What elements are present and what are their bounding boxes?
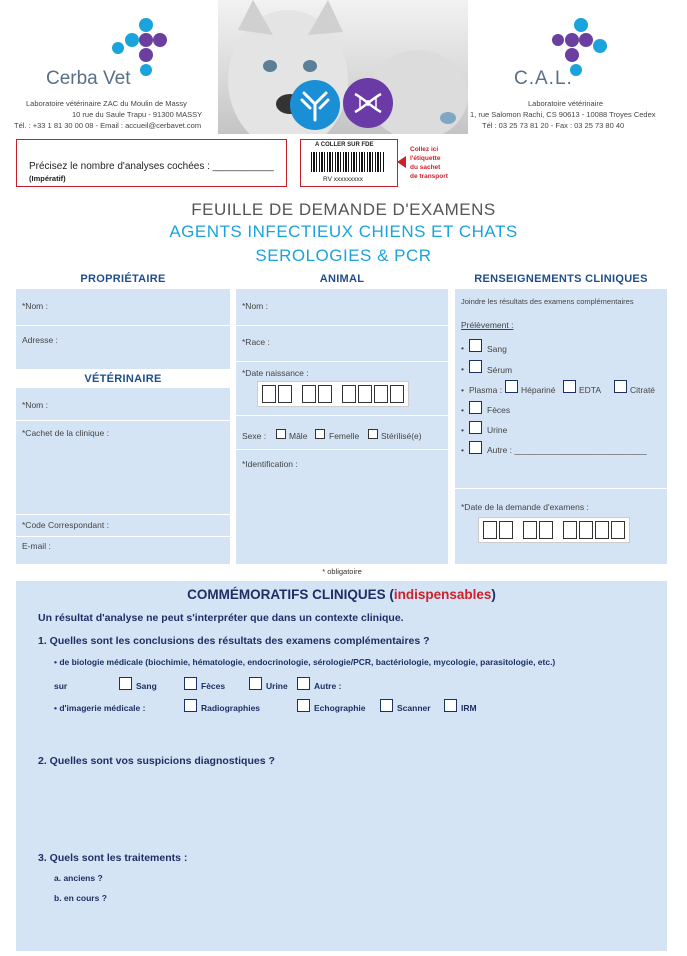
clinic-stamp-label[interactable]: *Cachet de la clinique : (22, 428, 109, 438)
right-address-line-3: Tél : 03 25 73 81 20 - Fax : 03 25 73 80 40 (482, 121, 625, 130)
radiographies-checkbox[interactable] (184, 699, 197, 712)
sticker-note-1: Collez ici (410, 146, 439, 153)
left-brand: Cerba Vet (46, 68, 131, 89)
renseignements-heading: RENSEIGNEMENTS CLINIQUES (474, 273, 648, 285)
left-address-line-1: Laboratoire vétérinaire ZAC du Moulin de Massy (26, 99, 187, 108)
animal-breed-label[interactable]: *Race : (242, 337, 270, 347)
q1-feces-checkbox[interactable] (184, 677, 197, 690)
subtitle-agents: AGENTS INFECTIEUX CHIENS ET CHATS (169, 222, 518, 241)
main-title: FEUILLE DE DEMANDE D'EXAMENS (191, 200, 496, 219)
request-date-label: *Date de la demande d'examens : (461, 502, 589, 512)
birth-date-label: *Date naissance : (242, 368, 309, 378)
bullet-feces: • (461, 405, 464, 415)
barcode-sticker-box (300, 139, 398, 187)
sticker-note-3: du sachet (410, 164, 441, 171)
sterilized-label: Stérilisé(e) (381, 431, 422, 441)
serum-label: Sérum (487, 365, 513, 375)
q1-urine-label: Urine (266, 681, 288, 691)
feces-checkbox[interactable] (469, 401, 482, 414)
female-label: Femelle (329, 431, 360, 441)
owner-address-label[interactable]: Adresse : (22, 335, 58, 345)
bullet-serum: • (461, 364, 464, 374)
left-address-line-2: 10 rue du Saule Trapu - 91300 MASSY (72, 110, 203, 119)
q3-en-cours: b. en cours ? (54, 893, 107, 903)
bullet-urine: • (461, 425, 464, 435)
attach-results-note: Joindre les résultats des examens complémentaires (461, 297, 634, 306)
barcode-bottom-label: RV xxxxxxxxx (323, 176, 363, 183)
question-3: 3. Quels sont les traitements : (38, 852, 188, 864)
q1-sang-label: Sang (136, 681, 157, 691)
q1-autre-checkbox[interactable] (297, 677, 310, 690)
commemoratifs-title: COMMÉMORATIFS CLINIQUES ( (187, 587, 394, 602)
analysis-count-imperative: (Impératif) (29, 174, 66, 183)
left-address-line-3: Tél. : +33 1 81 30 00 08 - Email : accueil@cerbavet.com (14, 121, 202, 130)
irm-checkbox[interactable] (444, 699, 457, 712)
autre-label[interactable]: Autre : ____________________________ (487, 445, 647, 455)
vet-email-label[interactable]: E-mail : (22, 541, 51, 551)
citrate-checkbox[interactable] (614, 380, 627, 393)
autre-checkbox[interactable] (469, 441, 482, 454)
birth-date-cells[interactable] (257, 381, 409, 407)
echographie-checkbox[interactable] (297, 699, 310, 712)
barcode-top-label: A COLLER SUR FDE (315, 142, 374, 148)
subtitle-serologies: SEROLOGIES & PCR (255, 246, 432, 265)
right-address-line-2: 1, rue Salomon Rachi, CS 90613 - 10088 Troyes Cedex (470, 110, 656, 119)
heparine-checkbox[interactable] (505, 380, 518, 393)
plasma-label: Plasma : (469, 385, 503, 395)
serum-checkbox[interactable] (469, 360, 482, 373)
echographie-label: Echographie (314, 703, 366, 713)
question-1: 1. Quelles sont les conclusions des résultats des examens complémentaires ? (38, 635, 430, 647)
feces-label: Fèces (487, 405, 511, 415)
request-date-cells[interactable] (478, 517, 630, 543)
sang-checkbox[interactable] (469, 339, 482, 352)
owner-name-label[interactable]: *Nom : (22, 301, 48, 311)
scanner-checkbox[interactable] (380, 699, 393, 712)
sticker-note-4: de transport (410, 173, 448, 180)
citrate-label: Citraté (630, 385, 656, 395)
q1-urine-checkbox[interactable] (249, 677, 262, 690)
irm-label: IRM (461, 703, 477, 713)
right-address-line-1: Laboratoire vétérinaire (528, 99, 604, 108)
commemoratifs-panel (16, 581, 667, 951)
bullet-autre: • (461, 445, 464, 455)
indispensables-label: indispensables (393, 587, 492, 602)
sex-label: Sexe : (242, 431, 267, 441)
bullet-plasma: • (461, 385, 464, 395)
animal-name-label[interactable]: *Nom : (242, 301, 268, 311)
radiographies-label: Radiographies (201, 703, 261, 713)
edta-checkbox[interactable] (563, 380, 576, 393)
q3-anciens: a. anciens ? (54, 873, 103, 883)
q1-sur-label: sur (54, 681, 68, 691)
vet-name-label[interactable]: *Nom : (22, 400, 48, 410)
urine-checkbox[interactable] (469, 421, 482, 434)
animal-panel (236, 289, 448, 564)
bullet-sang: • (461, 343, 464, 353)
barcode-icon (311, 152, 385, 172)
proprietaire-panel (16, 289, 230, 369)
animal-heading: ANIMAL (319, 273, 365, 285)
red-arrow-icon (397, 156, 406, 168)
heparine-label: Hépariné (521, 385, 556, 395)
q1-biology-line: • de biologie médicale (biochimie, hématologie, endocrinologie, sérologie/PCR, bactériologie, mycologie, parasitologie, etc.) (54, 657, 556, 667)
q1-feces-label: Fèces (201, 681, 226, 691)
q1-imaging-line: • d'imagerie médicale : (54, 703, 146, 713)
proprietaire-heading: PROPRIÉTAIRE (80, 273, 166, 285)
sticker-note-2: l'étiquette (410, 155, 441, 162)
prelevement-label: Prélèvement : (461, 320, 514, 330)
sterilized-checkbox[interactable] (368, 429, 378, 439)
female-checkbox[interactable] (315, 429, 325, 439)
question-2: 2. Quelles sont vos suspicions diagnostiques ? (38, 755, 275, 767)
antibody-badge-icon (290, 80, 340, 130)
male-checkbox[interactable] (276, 429, 286, 439)
right-brand: C.A.L. (514, 68, 573, 89)
correspondent-code-label[interactable]: *Code Correspondant : (22, 520, 109, 530)
scanner-label: Scanner (397, 703, 431, 713)
q1-autre-label: Autre : (314, 681, 342, 691)
identification-label[interactable]: *Identification : (242, 459, 298, 469)
urine-label: Urine (487, 425, 508, 435)
commemoratifs-heading (16, 587, 667, 602)
obligatoire-note: * obligatoire (322, 567, 362, 576)
sang-label: Sang (487, 344, 507, 354)
veterinaire-heading: VÉTÉRINAIRE (84, 373, 162, 385)
analysis-count-label: Précisez le nombre d'analyses cochées : ___________ (29, 161, 274, 172)
veterinaire-panel (16, 388, 230, 564)
edta-label: EDTA (579, 385, 602, 395)
q1-sang-checkbox[interactable] (119, 677, 132, 690)
analysis-count-box[interactable] (16, 139, 287, 187)
dna-badge-icon (343, 78, 393, 128)
commemoratifs-title-end: ) (491, 587, 496, 602)
male-label: Mâle (289, 431, 308, 441)
context-subtitle: Un résultat d'analyse ne peut s'interpréter que dans un contexte clinique. (38, 612, 404, 624)
